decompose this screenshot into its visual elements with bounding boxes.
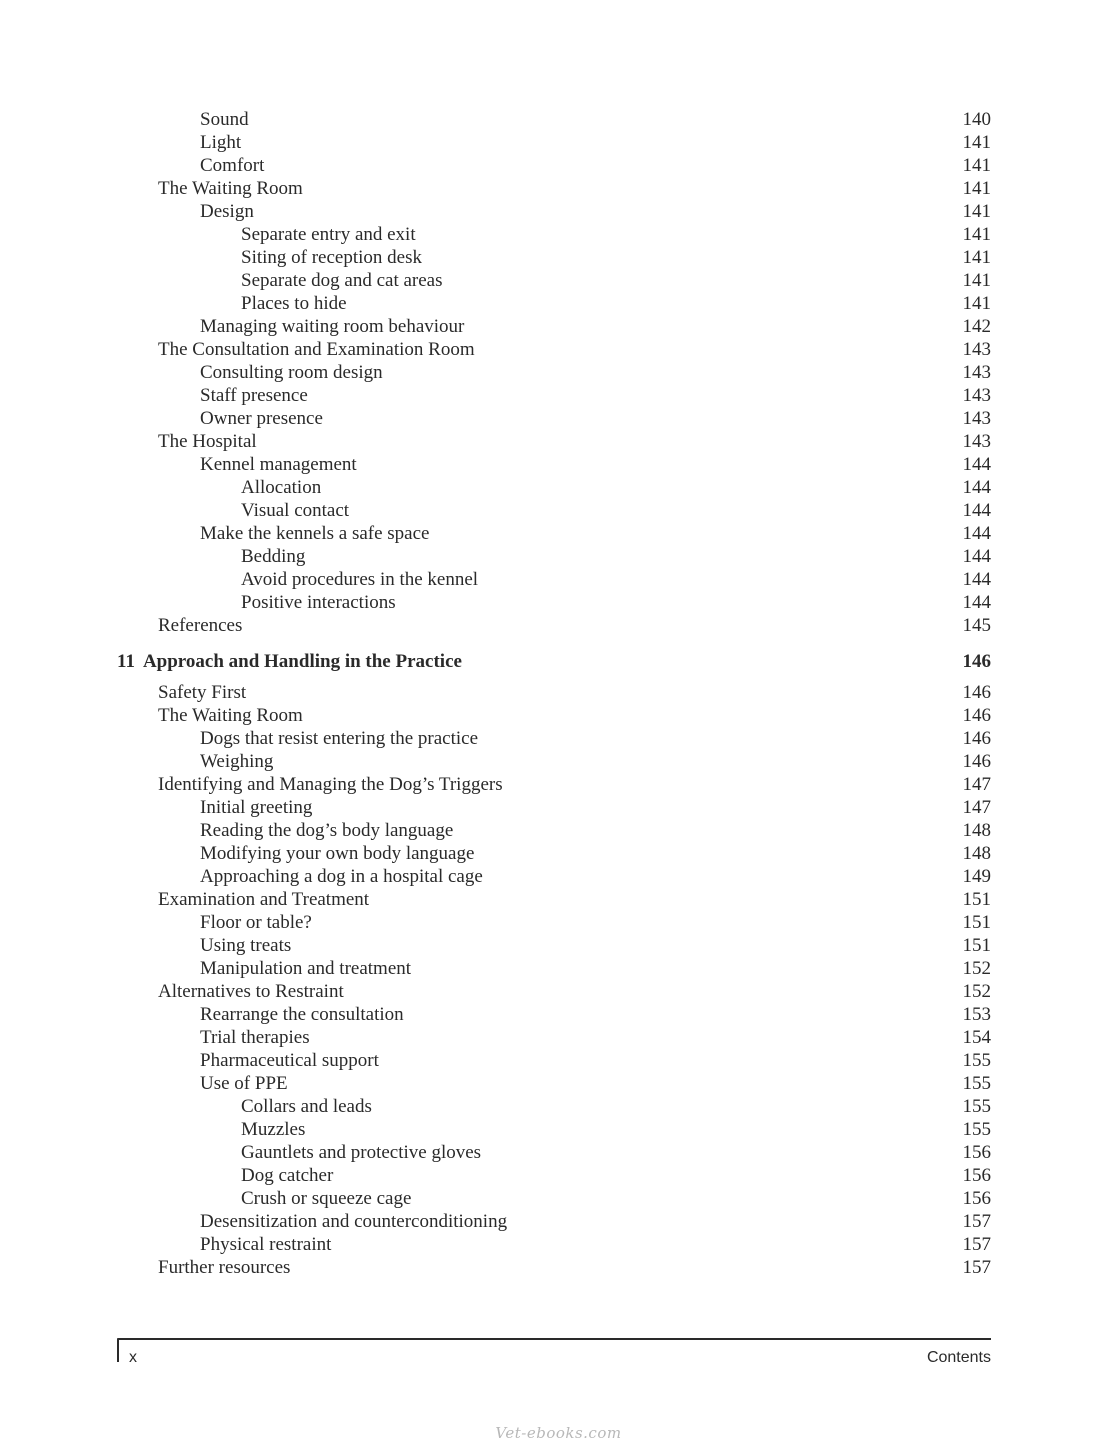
- toc-entry-page: 147: [962, 774, 991, 795]
- toc-entry-page: 144: [962, 523, 991, 544]
- toc-entry[interactable]: [0, 1187, 1117, 1210]
- footer-rule: [117, 1338, 991, 1340]
- toc-entry-page: 143: [962, 408, 991, 429]
- toc-entry[interactable]: [0, 591, 1117, 614]
- toc-entry-title: Alternatives to Restraint: [158, 981, 344, 1002]
- toc-entry[interactable]: [0, 384, 1117, 407]
- toc-entry-title: Identifying and Managing the Dog’s Triggers: [158, 774, 503, 795]
- toc-entry[interactable]: [0, 545, 1117, 568]
- toc-entry-title: Using treats: [200, 935, 292, 956]
- toc-entry-title: Weighing: [200, 751, 274, 772]
- toc-entry-title: Make the kennels a safe space: [200, 523, 430, 544]
- toc-entry-title: Separate dog and cat areas: [241, 270, 443, 291]
- toc-entry-title: Floor or table?: [200, 912, 312, 933]
- toc-entry-page: 141: [962, 201, 991, 222]
- toc-entry-title: Approaching a dog in a hospital cage: [200, 866, 483, 887]
- toc-entry-page: 151: [962, 912, 991, 933]
- toc-entry-title: Dogs that resist entering the practice: [200, 728, 479, 749]
- toc-entry-title: Bedding: [241, 546, 306, 567]
- toc-entry[interactable]: [0, 476, 1117, 499]
- toc-entry-page: 148: [962, 820, 991, 841]
- toc-entry[interactable]: [0, 1072, 1117, 1095]
- toc-entry-page: 141: [962, 155, 991, 176]
- toc-entry-page: 144: [962, 454, 991, 475]
- toc-entry-title: Manipulation and treatment: [200, 958, 412, 979]
- toc-entry-title: Crush or squeeze cage: [241, 1188, 412, 1209]
- toc-entry[interactable]: [0, 957, 1117, 980]
- toc-entry[interactable]: [0, 1164, 1117, 1187]
- toc-entry-title: Owner presence: [200, 408, 323, 429]
- toc-entry[interactable]: [0, 223, 1117, 246]
- toc-entry-page: 144: [962, 569, 991, 590]
- toc-entry[interactable]: [0, 246, 1117, 269]
- toc-entry-page: 152: [962, 958, 991, 979]
- toc-entry-page: 141: [962, 224, 991, 245]
- toc-entry[interactable]: [0, 315, 1117, 338]
- toc-entry[interactable]: [0, 865, 1117, 888]
- toc-entry[interactable]: [0, 269, 1117, 292]
- toc-entry-page: 143: [962, 431, 991, 452]
- toc-entry[interactable]: [0, 177, 1117, 200]
- toc-entry[interactable]: [0, 1210, 1117, 1233]
- toc-entry-title: Safety First: [158, 682, 247, 703]
- toc-entry[interactable]: [0, 522, 1117, 545]
- toc-block-1: [0, 108, 1117, 637]
- toc-entry-title: Kennel management: [200, 454, 357, 475]
- footer-page-number: x: [129, 1349, 137, 1366]
- toc-entry-title: Pharmaceutical support: [200, 1050, 379, 1071]
- toc-entry-page: 146: [962, 728, 991, 749]
- toc-entry-title: Examination and Treatment: [158, 889, 370, 910]
- watermark-logo: Vet-ebooks.com: [495, 1424, 622, 1442]
- toc-entry-title: Gauntlets and protective gloves: [241, 1142, 482, 1163]
- toc-entry-title: Muzzles: [241, 1119, 306, 1140]
- toc-entry-page: 155: [962, 1050, 991, 1071]
- toc-entry-page: 148: [962, 843, 991, 864]
- toc-entry[interactable]: [0, 1233, 1117, 1256]
- toc-entry-title: Consulting room design: [200, 362, 383, 383]
- toc-entry[interactable]: [0, 1049, 1117, 1072]
- toc-entry-title: Physical restraint: [200, 1234, 332, 1255]
- toc-entry-page: 143: [962, 385, 991, 406]
- footer-corner-mark: [117, 1338, 119, 1362]
- toc-entry-page: 141: [962, 270, 991, 291]
- toc-entry[interactable]: [0, 1003, 1117, 1026]
- toc-entry-page: 154: [962, 1027, 991, 1048]
- toc-entry-page: 146: [962, 705, 991, 726]
- toc-entry-page: 155: [962, 1073, 991, 1094]
- toc-entry-title: Initial greeting: [200, 797, 313, 818]
- toc-entry-page: 151: [962, 935, 991, 956]
- toc-entry-title: Sound: [200, 109, 249, 130]
- toc-entry-title: The Consultation and Examination Room: [158, 339, 475, 360]
- toc-entry[interactable]: [0, 200, 1117, 223]
- toc-entry[interactable]: [0, 1095, 1117, 1118]
- toc-entry-page: 144: [962, 546, 991, 567]
- toc-entry-page: 141: [962, 178, 991, 199]
- toc-entry-page: 155: [962, 1096, 991, 1117]
- toc-entry-page: 156: [962, 1188, 991, 1209]
- toc-entry-title: Siting of reception desk: [241, 247, 422, 268]
- toc-entry-title: Modifying your own body language: [200, 843, 475, 864]
- toc-entry-page: 146: [962, 751, 991, 772]
- toc-entry-page: 156: [962, 1142, 991, 1163]
- toc-entry-title: Desensitization and counterconditioning: [200, 1211, 508, 1232]
- toc-entry[interactable]: [0, 430, 1117, 453]
- toc-entry-page: 146: [962, 682, 991, 703]
- toc-entry-page: 143: [962, 339, 991, 360]
- toc-entry[interactable]: [0, 773, 1117, 796]
- toc-entry-title: Allocation: [241, 477, 322, 498]
- toc-entry[interactable]: [0, 568, 1117, 591]
- toc-entry[interactable]: [0, 154, 1117, 177]
- toc-entry-page: 157: [962, 1211, 991, 1232]
- chapter-heading[interactable]: [0, 650, 1117, 673]
- toc-entry-page: 156: [962, 1165, 991, 1186]
- toc-entry[interactable]: [0, 614, 1117, 637]
- toc-entry-title: Positive interactions: [241, 592, 396, 613]
- toc-entry-page: 157: [962, 1234, 991, 1255]
- chapter-title-wrap: [117, 650, 462, 673]
- toc-entry[interactable]: [0, 750, 1117, 773]
- toc-entry[interactable]: [0, 338, 1117, 361]
- toc-entry-title: Comfort: [200, 155, 265, 176]
- toc-entry-page: 145: [962, 615, 991, 636]
- toc-entry-title: Light: [200, 132, 242, 153]
- toc-entry-title: Design: [200, 201, 254, 222]
- toc-entry[interactable]: [0, 361, 1117, 384]
- chapter-title: Approach and Handling in the Practice: [142, 651, 462, 672]
- toc-entry-title: Rearrange the consultation: [200, 1004, 404, 1025]
- toc-entry-page: 141: [962, 293, 991, 314]
- toc-entry-title: The Waiting Room: [158, 178, 303, 199]
- toc-entry[interactable]: [0, 888, 1117, 911]
- toc-entry-title: Visual contact: [241, 500, 350, 521]
- chapter-page-number: 146: [962, 651, 991, 672]
- toc-entry-title: Separate entry and exit: [241, 224, 416, 245]
- toc-entry[interactable]: [0, 499, 1117, 522]
- toc-entry-title: References: [158, 615, 243, 636]
- toc-entry-page: 144: [962, 477, 991, 498]
- toc-entry[interactable]: [0, 842, 1117, 865]
- toc-entry[interactable]: [0, 1118, 1117, 1141]
- toc-entry-page: 147: [962, 797, 991, 818]
- toc-entry[interactable]: [0, 704, 1117, 727]
- toc-entry-title: Places to hide: [241, 293, 347, 314]
- toc-entry-page: 144: [962, 500, 991, 521]
- toc-entry[interactable]: [0, 727, 1117, 750]
- toc-entry[interactable]: [0, 453, 1117, 476]
- toc-block-2: [0, 681, 1117, 1279]
- toc-entry-title: Further resources: [158, 1257, 291, 1278]
- toc-entry-page: 157: [962, 1257, 991, 1278]
- toc-entry-page: 143: [962, 362, 991, 383]
- toc-entry-title: The Waiting Room: [158, 705, 303, 726]
- toc-entry[interactable]: [0, 911, 1117, 934]
- toc-entry-page: 152: [962, 981, 991, 1002]
- toc-entry[interactable]: [0, 980, 1117, 1003]
- toc-entry-page: 140: [962, 109, 991, 130]
- toc-entry[interactable]: [0, 1026, 1117, 1049]
- toc-entry[interactable]: [0, 1256, 1117, 1279]
- toc-entry-page: 141: [962, 247, 991, 268]
- toc-entry-page: 153: [962, 1004, 991, 1025]
- toc-entry-title: Trial therapies: [200, 1027, 310, 1048]
- toc-entry-title: Avoid procedures in the kennel: [241, 569, 479, 590]
- toc-entry-page: 142: [962, 316, 991, 337]
- toc-entry[interactable]: [0, 292, 1117, 315]
- toc-entry-title: Collars and leads: [241, 1096, 372, 1117]
- toc-entry-title: Use of PPE: [200, 1073, 288, 1094]
- toc-entry[interactable]: [0, 796, 1117, 819]
- toc-entry[interactable]: [0, 934, 1117, 957]
- toc-entry-page: 151: [962, 889, 991, 910]
- toc-entry[interactable]: [0, 819, 1117, 842]
- toc-entry[interactable]: [0, 108, 1117, 131]
- toc-entry[interactable]: [0, 1141, 1117, 1164]
- chapter-number: 11: [117, 651, 135, 672]
- toc-entry-page: 149: [962, 866, 991, 887]
- toc-entry-title: Managing waiting room behaviour: [200, 316, 465, 337]
- toc-entry-page: 141: [962, 132, 991, 153]
- toc-entry[interactable]: [0, 681, 1117, 704]
- table-of-contents: [0, 108, 1117, 1279]
- toc-entry-page: 144: [962, 592, 991, 613]
- toc-entry-title: Reading the dog’s body language: [200, 820, 454, 841]
- toc-entry[interactable]: [0, 131, 1117, 154]
- toc-entry-title: Dog catcher: [241, 1165, 334, 1186]
- toc-entry[interactable]: [0, 407, 1117, 430]
- footer-section-name: Contents: [926, 1349, 991, 1366]
- toc-entry-title: The Hospital: [158, 431, 257, 452]
- toc-entry-title: Staff presence: [200, 385, 308, 406]
- toc-entry-page: 155: [962, 1119, 991, 1140]
